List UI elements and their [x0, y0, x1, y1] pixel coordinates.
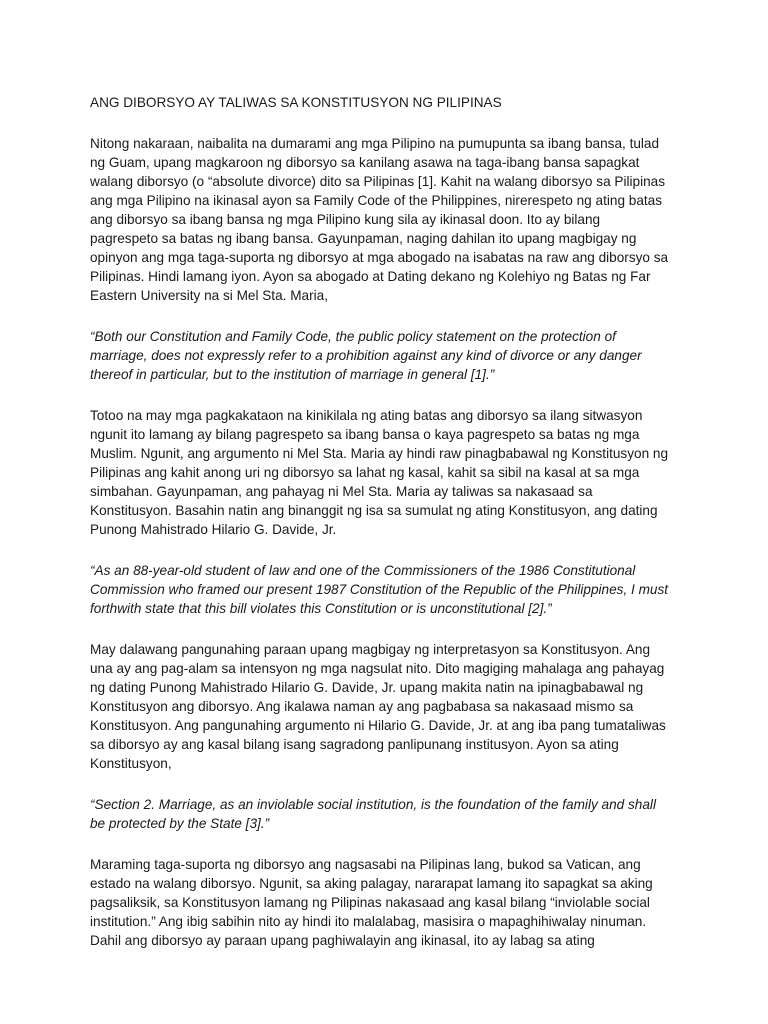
paragraph-line: Konstitusyon. Ang pangunahing argumento ni Hilario G. Davide, Jr. at ang iba pang tumataliwas: [90, 718, 666, 733]
quote-line: “Section 2. Marriage, as an inviolable social institution, is the foundation of the family and shall: [90, 797, 656, 812]
paragraph-line: May dalawang pangunahing paraan upang magbigay ng interpretasyon sa Konstitusyon. Ang: [90, 642, 651, 657]
quote-line: marriage, does not expressly refer to a prohibition against any kind of divorce or any danger: [90, 348, 642, 363]
paragraph-line: sa diborsyo ay ang kasal bilang isang sagradong panlipunang institusyon. Ayon sa ating: [90, 737, 619, 752]
paragraph-line: estado na walang diborsyo. Ngunit, sa aking palagay, nararapat lamang ito sapagkat sa aking: [90, 876, 653, 891]
paragraph-line: ngunit ito lamang ay bilang pagrespeto sa ibang bansa o kaya pagrespeto sa batas ng mga: [90, 427, 640, 442]
paragraph-line: ng dating Punong Mahistrado Hilario G. Davide, Jr. upang makita natin na ipinagbabawal ng: [90, 680, 644, 695]
paragraph-line: walang diborsyo (o “absolute divorce) dito sa Pilipinas [1]. Kahit na walang diborsyo sa Pilipinas: [90, 174, 666, 189]
paragraph-line: pagrespeto sa batas ng ibang bansa. Gayunpaman, naging dahilan ito upang magbigay ng: [90, 231, 637, 246]
paragraph-line: Eastern University na si Mel Sta. Maria,: [90, 288, 328, 303]
paragraph-line: Konstitusyon. Basahin natin ang binanggit ng isa sa sumulat ng ating Konstitusyon, ang dating: [90, 503, 658, 518]
paragraph-line: institution.” Ang ibig sabihin nito ay hindi ito malalabag, masisira o mapaghihiwalay ninuman.: [90, 914, 647, 929]
paragraph-line: Maraming taga-suporta ng diborsyo ang nagsasabi na Pilipinas lang, bukod sa Vatican, ang: [90, 857, 641, 872]
paragraph-line: pagsaliksik, sa Konstitusyon lamang ng Pilipinas nakasaad ang kasal bilang “inviolable social: [90, 895, 650, 910]
paragraph-line: ang diborsyo sa ibang bansa ng mga Pilipino kung sila ay ikinasal doon. Ito ay bilang: [90, 212, 601, 227]
paragraph-line: opinyon ang mga taga-suporta ng diborsyo at mga abogado na isabatas na raw ang diborsyo sa: [90, 250, 669, 265]
quote-line: “As an 88-year-old student of law and one of the Commissioners of the 1986 Constitutional: [90, 563, 636, 578]
paragraph-line: Pilipinas ang kahit anong uri ng diborsyo sa lahat ng kasal, kahit sa sibil na kasal at sa mga: [90, 465, 640, 480]
quote-line: “Both our Constitution and Family Code, the public policy statement on the protection of: [90, 329, 616, 344]
quote-line: Commission who framed our present 1987 Constitution of the Republic of the Philippines, I must: [90, 582, 669, 597]
paragraph-line: simbahan. Gayunpaman, ang pahayag ni Mel Sta. Maria ay taliwas sa nakasaad sa: [90, 484, 593, 499]
paragraph-line: Pilipinas. Hindi lamang iyon. Ayon sa abogado at Dating dekano ng Kolehiyo ng Batas ng Far: [90, 269, 651, 284]
paragraph-line: Konstitusyon ang diborsyo. Ang ikalawa naman ay ang pagbabasa sa nakasaad mismo sa: [90, 699, 634, 714]
paragraph-line: Totoo na may mga pagkakataon na kinikilala ng ating batas ang diborsyo sa ilang sitwasyon: [90, 408, 643, 423]
quote-line: be protected by the State [3].”: [90, 816, 270, 831]
quote-line: thereof in particular, but to the institution of marriage in general [1].”: [90, 367, 495, 382]
document-title: ANG DIBORSYO AY TALIWAS SA KONSTITUSYON NG PILIPINAS: [90, 95, 502, 110]
paragraph-line: ng Guam, upang magkaroon ng diborsyo sa kanilang asawa na taga-ibang bansa sapagkat: [90, 155, 640, 170]
paragraph-line: Nitong nakaraan, naibalita na dumarami ang mga Pilipino na pumupunta sa ibang bansa, tulad: [90, 136, 660, 151]
paragraph-line: ang mga Pilipino na ikinasal ayon sa Family Code of the Philippines, nirerespeto ng ating batas: [90, 193, 663, 208]
paragraph-line: Punong Mahistrado Hilario G. Davide, Jr.: [90, 522, 337, 537]
quote-line: forthwith state that this bill violates this Constitution or is unconstitutional [2].”: [90, 601, 552, 616]
paragraph-line: Dahil ang diborsyo ay paraan upang paghiwalayin ang ikinasal, ito ay labag sa ating: [90, 933, 595, 948]
paragraph-line: Konstitusyon,: [90, 756, 172, 771]
paragraph-line: una ay ang pag-alam sa intensyon ng mga nagsulat nito. Dito magiging mahalaga ang pahayag: [90, 661, 665, 676]
paragraph-line: Muslim. Ngunit, ang argumento ni Mel Sta. Maria ay hindi raw pinagbabawal ng Konstitusyon ng: [90, 446, 669, 461]
